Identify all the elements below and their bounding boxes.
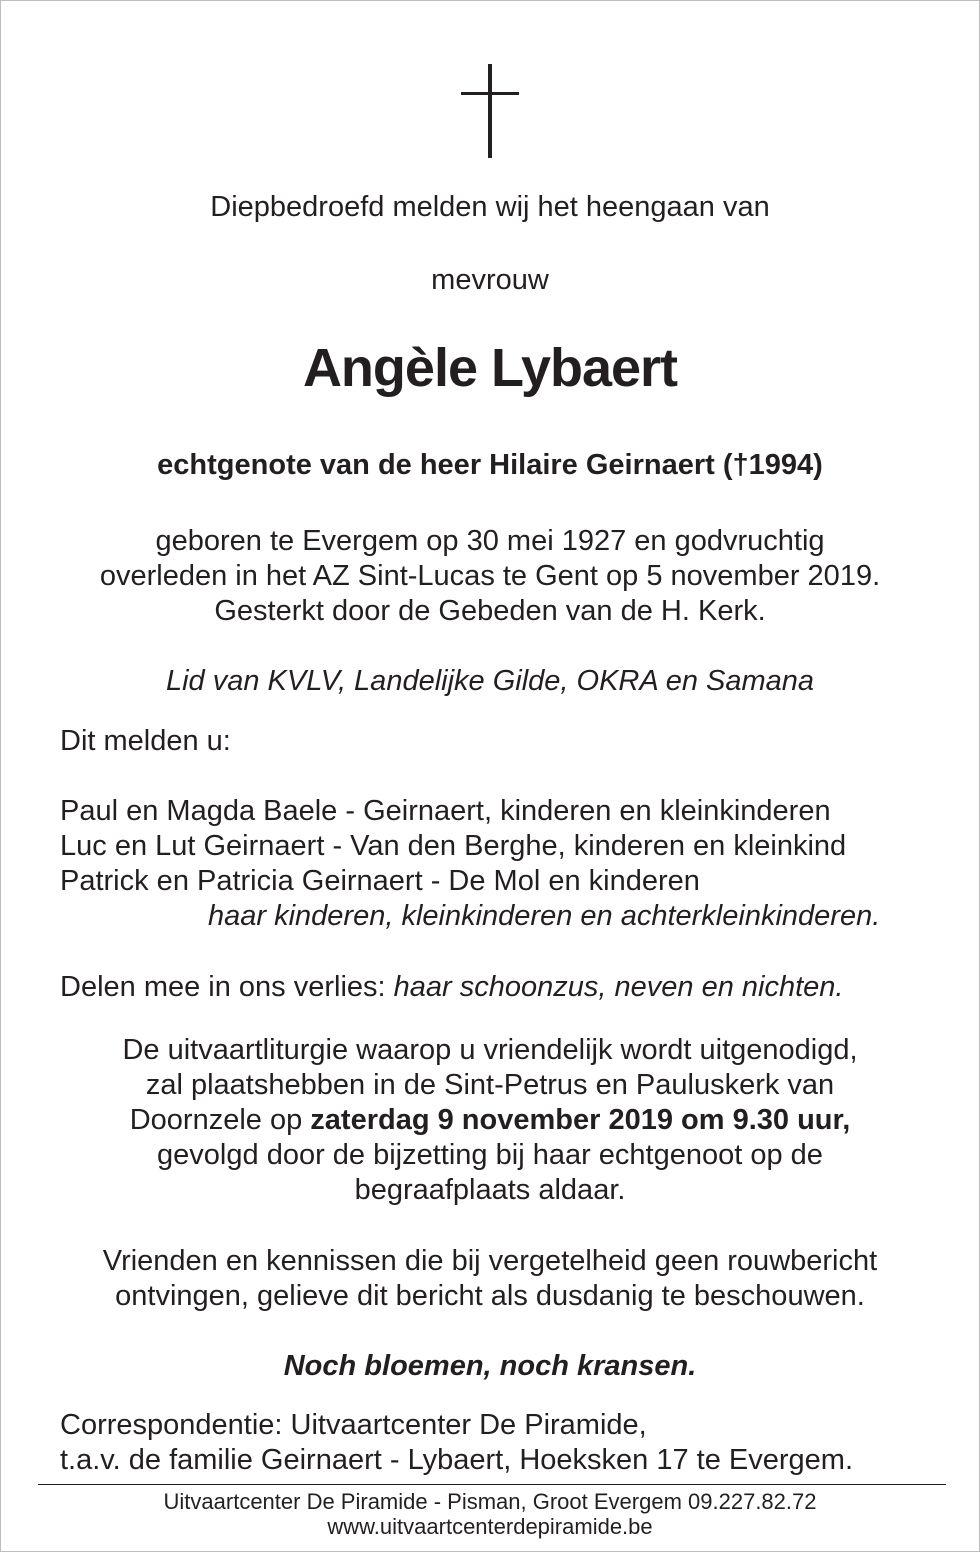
birth-death-line: Gesterkt door de Gebeden van de H. Kerk. <box>214 595 766 627</box>
footer-divider <box>38 1484 946 1485</box>
notice-line: ontvingen, gelieve dit bericht als dusdanig te beschouwen. <box>115 1280 865 1312</box>
funeral-line: De uitvaartliturgie waarop u vriendelijk wordt uitgenodigd, <box>122 1034 858 1066</box>
funeral-line: begraafplaats aldaar. <box>354 1174 626 1206</box>
family-member-line: Patrick en Patricia Geirnaert - De Mol en kinderen <box>60 865 700 897</box>
family-member-line: Paul en Magda Baele - Geirnaert, kinderen en kleinkinderen <box>60 795 831 827</box>
birth-death-line: overleden in het AZ Sint-Lucas te Gent op 5 november 2019. <box>99 560 881 592</box>
correspondence-line: Correspondentie: Uitvaartcenter De Piramide, <box>60 1409 647 1441</box>
flowers-note: Noch bloemen, noch kransen. <box>283 1350 697 1382</box>
funeral-line <box>0 1103 980 1138</box>
funeral-place: Doornzele op <box>129 1104 303 1136</box>
deceased-name: Angèle Lybaert <box>302 338 678 398</box>
funeral-line: zal plaatshebben in de Sint-Petrus en Pauluskerk van <box>145 1069 835 1101</box>
funeral-line: gevolgd door de bijzetting bij haar echtgenoot op de <box>157 1139 823 1171</box>
family-member-line: Luc en Lut Geirnaert - Van den Berghe, kinderen en kleinkind <box>60 830 847 862</box>
birth-death-line: geboren te Evergem op 30 mei 1927 en godvruchtig <box>155 525 825 557</box>
footer-website[interactable]: www.uitvaartcenterdepiramide.be <box>327 1514 653 1539</box>
intro-text: Diepbedroefd melden wij het heengaan van <box>210 191 770 223</box>
announced-by-label: Dit melden u: <box>60 725 231 757</box>
membership-line: Lid van KVLV, Landelijke Gilde, OKRA en Samana <box>165 665 815 697</box>
sharing-line <box>60 970 960 1005</box>
notice-line: Vrienden en kennissen die bij vergetelheid geen rouwbericht <box>102 1245 878 1277</box>
footer-company: Uitvaartcenter De Piramide - Pisman, Groot Evergem 09.227.82.72 <box>163 1489 817 1514</box>
funeral-date: zaterdag 9 november 2019 om 9.30 uur, <box>310 1104 851 1136</box>
sharing-prefix: Delen mee in ons verlies: <box>60 971 386 1003</box>
title-prefix: mevrouw <box>431 264 549 296</box>
cross-icon <box>461 64 519 158</box>
correspondence-line: t.a.v. de familie Geirnaert - Lybaert, Hoeksken 17 te Evergem. <box>60 1444 854 1476</box>
spouse-line: echtgenote van de heer Hilaire Geirnaert (†1994) <box>157 449 823 481</box>
family-summary: haar kinderen, kleinkinderen en achterkleinkinderen. <box>208 900 881 932</box>
sharing-who: haar schoonzus, neven en nichten. <box>393 971 844 1003</box>
